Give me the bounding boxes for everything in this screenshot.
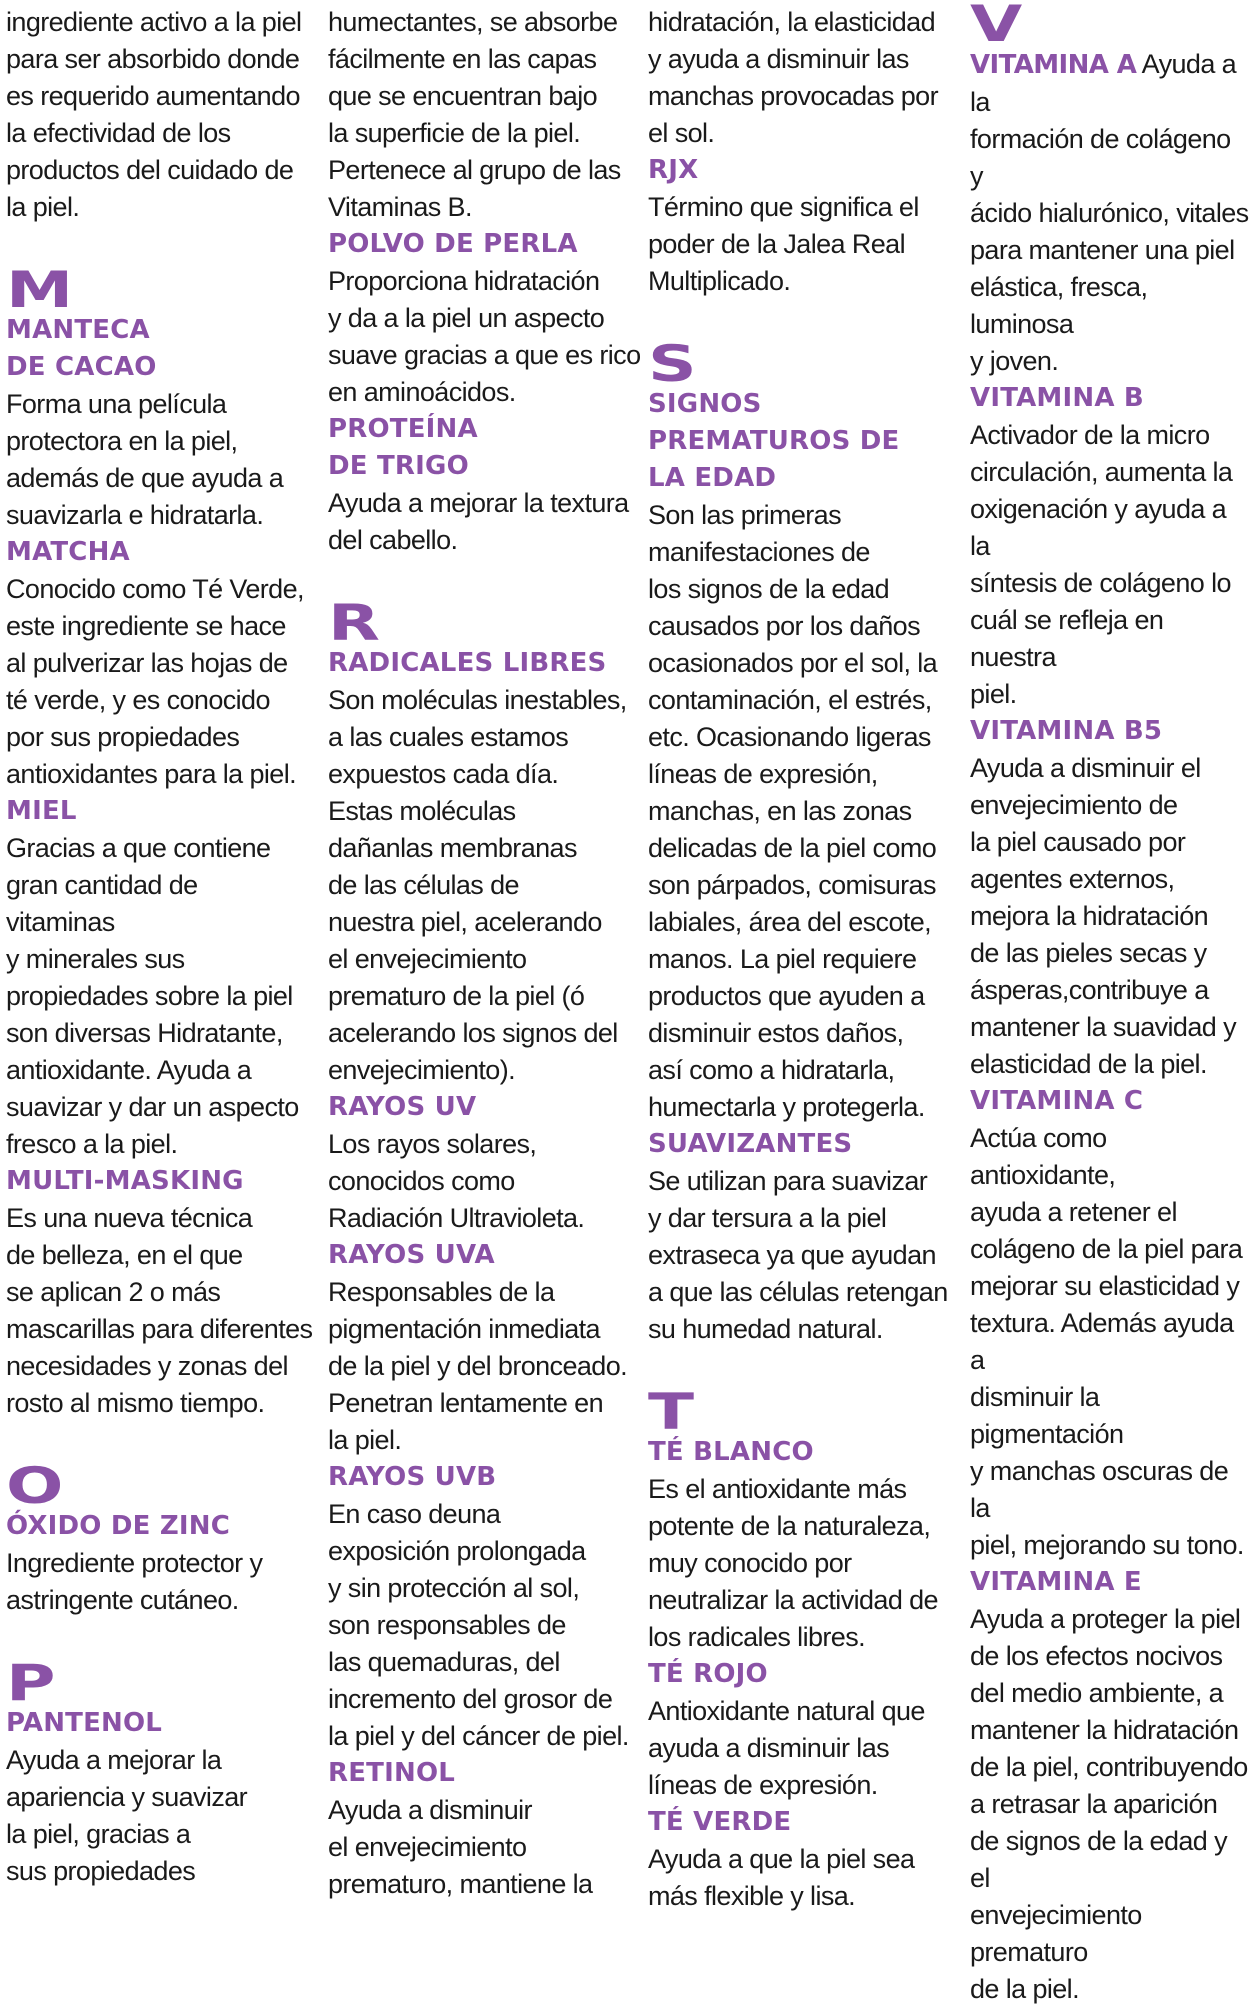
term-polvo-de-perla: POLVO DE PERLA xyxy=(328,229,578,259)
definition-te-blanco: Es el antioxidante más potente de la naturaleza, muy conocido por neutralizar la actividad de los radicales libres. xyxy=(648,1474,938,1652)
term-rayos-uv: RAYOS UV xyxy=(328,1092,477,1122)
term-te-rojo: TÉ ROJO xyxy=(648,1659,768,1689)
definition-vitamina-b: Activador de la micro circulación, aumenta la oxigenación y ayuda a la síntesis de colágeno lo cuál se refleja en nuestra piel. xyxy=(970,420,1233,709)
section-letter-r: R xyxy=(328,594,380,652)
definition-signos-prematuros: Son las primeras manifestaciones de los signos de la edad causados por los daños ocasionados por el sol, la contaminación, el estrés, etc. Ocasionando ligeras líneas de expresión, manchas, en las zonas delicadas de la piel como son párpados, comisuras labiales, área del escote, manos. La piel requiere productos que ayuden a disminuir estos daños, así como a hidratarla, humectarla y protegerla. xyxy=(648,500,938,1122)
definition-vitamina-a-start: Ayuda a la xyxy=(970,49,1237,117)
entry-vitamina-a xyxy=(970,46,1250,380)
continued-definition: ingrediente activo a la piel para ser absorbido donde es requerido aumentando la efectividad de los productos del cuidado de la piel. xyxy=(6,7,302,222)
section-letter-o: O xyxy=(6,1457,64,1515)
term-vitamina-b: VITAMINA B xyxy=(970,383,1144,413)
glossary-column-1 xyxy=(0,0,322,1917)
term-vitamina-c: VITAMINA C xyxy=(970,1086,1144,1116)
definition-te-verde: Ayuda a que la piel sea más flexible y lisa. xyxy=(648,1844,915,1911)
definition-vitamina-a: formación de colágeno y ácido hialurónico, vitales para mantener una piel elástica, fresca, luminosa y joven. xyxy=(970,124,1249,376)
term-miel: MIEL xyxy=(6,796,77,826)
term-signos-prematuros: SIGNOS PREMATUROS DE LA EDAD xyxy=(648,389,900,493)
definition-rayos-uva: Responsables de la pigmentación inmediata de la piel y del bronceado. Penetran lentamente en la piel. xyxy=(328,1277,628,1455)
definition-vitamina-b5: Ayuda a disminuir el envejecimiento de la piel causado por agentes externos, mejora la hidratación de las pieles secas y ásperas,contribuye a mantener la suavidad y elasticidad de la piel. xyxy=(970,753,1236,1079)
term-rayos-uvb: RAYOS UVB xyxy=(328,1462,497,1492)
term-oxido-de-zinc: ÓXIDO DE ZINC xyxy=(6,1511,230,1541)
term-rayos-uva: RAYOS UVA xyxy=(328,1240,495,1270)
term-te-blanco: TÉ BLANCO xyxy=(648,1437,814,1467)
definition-retinol: Ayuda a disminuir el envejecimiento prematuro, mantiene la xyxy=(328,1795,593,1899)
continued-definition: hidratación, la elasticidad y ayuda a disminuir las manchas provocadas por el sol. xyxy=(648,7,938,148)
continued-definition: humectantes, se absorbe fácilmente en las capas que se encuentran bajo la superficie de la piel. Pertenece al grupo de las Vitaminas B. xyxy=(328,7,621,222)
section-letter-p: P xyxy=(6,1654,56,1712)
definition-manteca-de-cacao: Forma una película protectora en la piel, además de que ayuda a suavizarla e hidratarla. xyxy=(6,389,284,530)
term-te-verde: TÉ VERDE xyxy=(648,1807,792,1837)
term-suavizantes: SUAVIZANTES xyxy=(648,1129,853,1159)
definition-matcha: Conocido como Té Verde, este ingrediente se hace al pulverizar las hojas de té verde, y es conocido por sus propiedades antioxidantes para la piel. xyxy=(6,574,304,789)
term-multi-masking: MULTI-MASKING xyxy=(6,1166,244,1196)
glossary-column-4 xyxy=(966,0,1250,2004)
definition-suavizantes: Se utilizan para suavizar y dar tersura a la piel extraseca ya que ayudan a que las células retengan su humedad natural. xyxy=(648,1166,948,1344)
section-letter-v: V xyxy=(970,0,1023,53)
definition-rayos-uv: Los rayos solares, conocidos como Radiación Ultravioleta. xyxy=(328,1129,585,1233)
definition-pantenol: Ayuda a mejorar la apariencia y suavizar la piel, gracias a sus propiedades xyxy=(6,1745,248,1886)
term-retinol: RETINOL xyxy=(328,1758,456,1788)
definition-polvo-de-perla: Proporciona hidratación y da a la piel un aspecto suave gracias a que es rico en aminoácidos. xyxy=(328,266,641,407)
term-proteina-de-trigo: PROTEÍNA DE TRIGO xyxy=(328,414,478,481)
glossary-column-2 xyxy=(322,0,644,1917)
definition-vitamina-e: Ayuda a proteger la piel de los efectos nocivos del medio ambiente, a mantener la hidratación de la piel, contribuyendo a retrasar la aparición de signos de la edad y el envejecimiento prematuro de la piel. xyxy=(970,1604,1248,2004)
definition-rjx: Término que significa el poder de la Jalea Real Multiplicado. xyxy=(648,192,919,296)
term-manteca-de-cacao: MANTECA DE CACAO xyxy=(6,315,157,382)
definition-te-rojo: Antioxidante natural que ayuda a disminuir las líneas de expresión. xyxy=(648,1696,925,1800)
term-pantenol: PANTENOL xyxy=(6,1708,163,1738)
term-matcha: MATCHA xyxy=(6,537,130,567)
section-letter-t: T xyxy=(648,1383,695,1441)
term-vitamina-a: VITAMINA A xyxy=(970,50,1137,80)
term-vitamina-b5: VITAMINA B5 xyxy=(970,716,1163,746)
definition-multi-masking: Es una nueva técnica de belleza, en el que se aplican 2 o más mascarillas para diferentes necesidades y zonas del rosto al mismo tiempo. xyxy=(6,1203,313,1418)
section-letter-s: S xyxy=(648,335,697,393)
definition-vitamina-c: Actúa como antioxidante, ayuda a retener el colágeno de la piel para mejorar su elasticidad y textura. Además ayuda a disminuir la pigmentación y manchas oscuras de la piel, mejorando su tono. xyxy=(970,1123,1244,1560)
section-letter-m: M xyxy=(6,261,74,319)
term-rjx: RJX xyxy=(648,155,699,185)
definition-oxido-de-zinc: Ingrediente protector y astringente cutáneo. xyxy=(6,1548,263,1615)
definition-proteina-de-trigo: Ayuda a mejorar la textura del cabello. xyxy=(328,488,629,555)
glossary-column-3 xyxy=(644,0,966,1917)
definition-miel: Gracias a que contiene gran cantidad de vitaminas y minerales sus propiedades sobre la piel son diversas Hidratante, antioxidante. Ayuda a suavizar y dar un aspecto fresco a la piel. xyxy=(6,833,299,1159)
term-vitamina-e: VITAMINA E xyxy=(970,1567,1142,1597)
definition-rayos-uvb: En caso deuna exposición prolongada y sin protección al sol, son responsables de las quemaduras, del incremento del grosor de la piel y del cáncer de piel. xyxy=(328,1499,629,1751)
term-radicales-libres: RADICALES LIBRES xyxy=(328,648,607,678)
definition-radicales-libres: Son moléculas inestables, a las cuales estamos expuestos cada día. Estas moléculas dañanlas membranas de las células de nuestra piel, acelerando el envejecimiento prematuro de la piel (ó acelerando los signos del envejecimiento). xyxy=(328,685,627,1085)
